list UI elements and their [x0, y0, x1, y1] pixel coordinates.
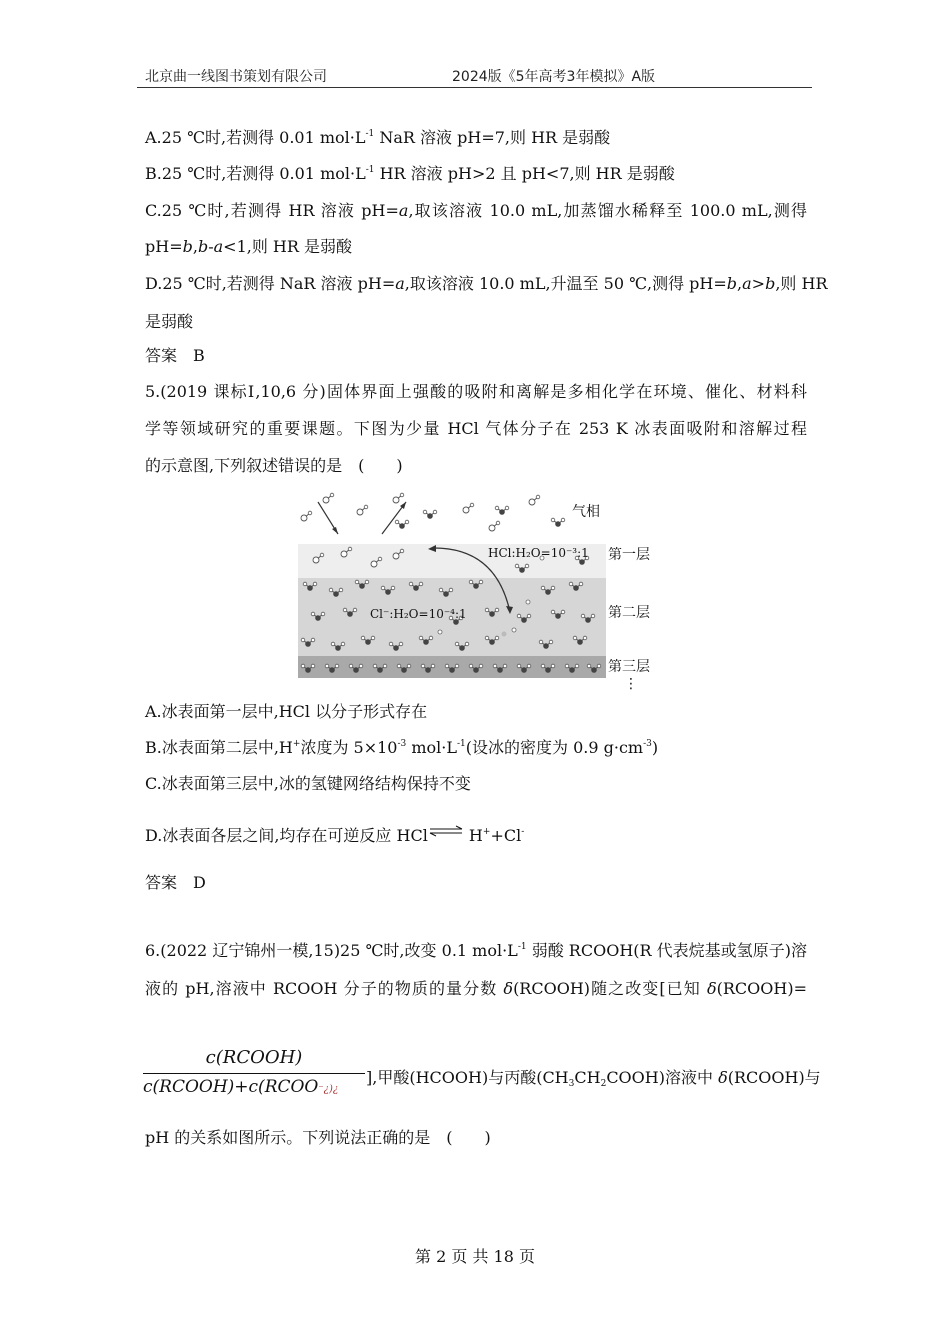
- q5-stem-line2: 学等领域研究的重要课题。下图为少量 HCl 气体分子在 253 K 冰表面吸附和溶解过程: [145, 419, 807, 438]
- label-continuation: ⋮: [624, 676, 638, 692]
- q5-stem-line1: 5.(2019 课标Ⅰ,10,6 分)固体界面上强酸的吸附和离解是多相化学在环境、催化、材料科: [145, 382, 807, 401]
- header-publisher: 北京曲一线图书策划有限公司: [145, 69, 327, 85]
- q6-stem-line2: 液的 pH,溶液中 RCOOH 分子的物质的量分数 δ(RCOOH)随之改变[已知 δ(RCOOH)=: [145, 979, 807, 998]
- label-layer1: 第一层: [608, 547, 650, 563]
- q4-option-d-line2: 是弱酸: [145, 312, 194, 331]
- q6-after-fraction: ],甲酸(HCOOH)与丙酸$(CH_3CH_2COOH)$溶液中 δ(RCOOH)与: [366, 1068, 821, 1089]
- q5-answer: 答案 D: [145, 873, 206, 892]
- label-gas-phase: 气相: [572, 504, 600, 520]
- q4-option-d-line1: D.25 ℃时,若测得 NaR 溶液 pH=a,取该溶液 10.0 mL,升温至 50 ℃,测得 pH=b,a>b,则 HR: [145, 274, 828, 293]
- ratio-layer2: Cl⁻:H₂O=10⁻⁴:1: [370, 607, 467, 621]
- q4-option-a: A.25 ℃时,若测得 0.01 $mol\cdot L^{-1}$ NaR 溶液 pH=7,则 HR 是弱酸: [145, 128, 611, 147]
- page-number: 第 2 页 共 18 页: [415, 1247, 535, 1266]
- ratio-layer1: HCl:H₂O=10⁻³:1: [488, 546, 589, 560]
- layer3-band: [298, 656, 606, 678]
- q4-option-c-line2: pH=b,b-a<1,则 HR 是弱酸: [145, 237, 353, 256]
- q5-option-b: B.冰表面第二层中,H+浓度为 $5\times 10^{-3}$ $mol\cdot L^{-1}$(设冰的密度为 0.9 $g\cdot cm^{-3}$): [145, 738, 659, 757]
- ice-surface-diagram: [296, 492, 666, 692]
- label-layer3: 第三层: [608, 659, 650, 675]
- header-book-title: 2024版《5年高考3年模拟》A版: [452, 69, 656, 85]
- q5-stem-line3: 的示意图,下列叙述错误的是 ( ): [145, 456, 403, 475]
- q4-answer: 答案 B: [145, 346, 205, 365]
- fraction-denominator: c(RCOOH)+c(RCOO⁻¿)¿: [143, 1077, 339, 1097]
- delta-fraction: [143, 1045, 365, 1107]
- fraction-numerator: c(RCOOH): [205, 1047, 303, 1068]
- label-layer2: 第二层: [608, 605, 650, 621]
- q4-option-b: B.25 ℃时,若测得 0.01 $mol\cdot L^{-1}$ HR 溶液 pH>2 且 pH<7,则 HR 是弱酸: [145, 164, 675, 183]
- q5-option-c: C.冰表面第三层中,冰的氢键网络结构保持不变: [145, 774, 471, 793]
- q4-option-c-line1: C.25 ℃时,若测得 HR 溶液 pH=a,取该溶液 10.0 mL,加蒸馏水稀释至 100.0 mL,测得: [145, 201, 807, 220]
- gas-phase-molecules: [301, 493, 565, 531]
- q6-stem-line1: 6.(2022 辽宁锦州一模,15)25 ℃时,改变 0.1 $mol\cdot L^{-1}$ 弱酸 RCOOH(R 代表烷基或氢原子)溶: [145, 941, 807, 960]
- reversible-arrow-icon: [428, 825, 464, 837]
- q5-option-a: A.冰表面第一层中,HCl 以分子形式存在: [145, 702, 428, 721]
- header-rule: [137, 87, 812, 88]
- q5-option-d: D.冰表面各层之间,均存在可逆反应 HCl H++Cl-: [145, 826, 525, 845]
- fraction-bar: [143, 1073, 365, 1074]
- q6-stem-line3: pH 的关系如图所示。下列说法正确的是 ( ): [145, 1128, 491, 1147]
